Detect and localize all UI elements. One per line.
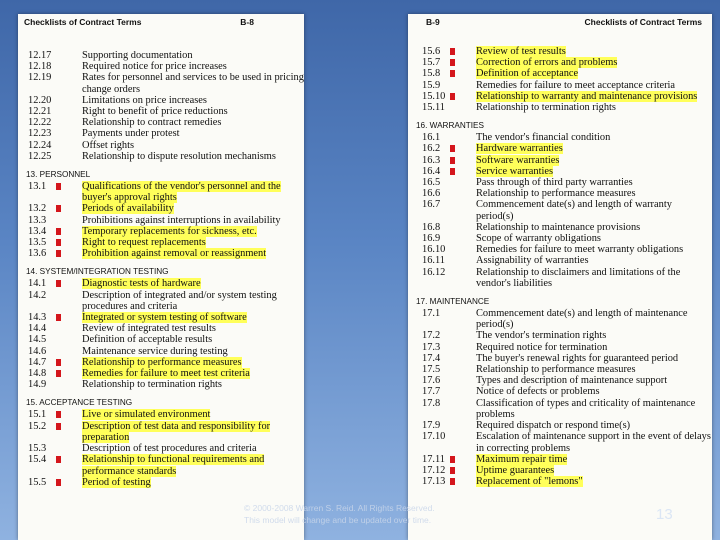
- highlighted-list-item: [408, 454, 712, 465]
- red-marker: [450, 478, 455, 485]
- item-number: 16.7: [422, 199, 441, 211]
- red-marker: [56, 314, 61, 321]
- list-item: [408, 342, 712, 353]
- item-number: 16.2: [422, 143, 441, 155]
- list-item: [18, 72, 304, 94]
- list-item: [408, 102, 712, 113]
- item-number: 15.1: [28, 409, 47, 421]
- list-item: [18, 346, 304, 357]
- item-number: 17.7: [422, 386, 441, 398]
- list-item: [18, 117, 304, 128]
- section-heading: 17. MAINTENANCE: [416, 297, 490, 307]
- highlighted-list-item: [408, 57, 712, 68]
- item-text: Payments under protest: [82, 128, 180, 140]
- list-item: [408, 398, 712, 420]
- item-number: 15.8: [422, 68, 441, 80]
- item-number: 17.10: [422, 431, 446, 443]
- item-text: Integrated or system testing of software: [82, 312, 247, 324]
- item-text: Prohibitions against interruptions in availability: [82, 214, 281, 226]
- item-text: Hardware warranties: [476, 143, 563, 155]
- slide-number: 13: [656, 506, 673, 523]
- item-text: Relationship to maintenance provisions: [476, 221, 641, 233]
- highlighted-list-item: [408, 155, 712, 166]
- item-text: Description of test procedures and criteria: [82, 443, 257, 455]
- section-15-acceptance-testing: [18, 390, 304, 487]
- list-item: [408, 188, 712, 199]
- item-text: Period of testing: [82, 476, 151, 488]
- list-item: [408, 177, 712, 188]
- red-marker: [56, 456, 61, 463]
- update-notice-line: This model will change and be updated over time.: [244, 515, 432, 525]
- list-item: [408, 199, 712, 221]
- item-text: Description of test data and responsibility for preparation: [82, 420, 271, 443]
- item-text: Notice of defects or problems: [476, 386, 600, 398]
- item-text: Assignability of warranties: [476, 255, 589, 267]
- right-document-page: [408, 14, 712, 540]
- item-text: Relationship to functional requirements and performance standards: [82, 454, 265, 477]
- red-marker: [56, 370, 61, 377]
- item-number: 17.12: [422, 464, 446, 476]
- right-header-page-label: B-9: [426, 17, 440, 27]
- right-header-title: Checklists of Contract Terms: [584, 17, 702, 27]
- highlighted-list-item: [408, 143, 712, 154]
- list-item: [408, 431, 712, 453]
- highlighted-list-item: [18, 477, 304, 488]
- item-text: Review of test results: [476, 46, 566, 57]
- item-number: 17.5: [422, 364, 441, 376]
- item-text: Remedies for failure to meet warranty obligations: [476, 244, 684, 256]
- red-marker: [56, 423, 61, 430]
- list-item: [408, 80, 712, 91]
- red-marker: [450, 93, 455, 100]
- red-marker: [56, 228, 61, 235]
- item-number: 17.4: [422, 352, 441, 364]
- list-item: [18, 215, 304, 226]
- highlighted-list-item: [18, 368, 304, 379]
- list-item: [18, 95, 304, 106]
- item-number: 15.3: [28, 443, 47, 455]
- highlighted-list-item: [18, 248, 304, 259]
- list-item: [408, 244, 712, 255]
- highlighted-list-item: [18, 409, 304, 420]
- list-item: [408, 330, 712, 341]
- item-number: 16.3: [422, 154, 441, 166]
- section-17-maintenance: [408, 289, 712, 487]
- item-number: 12.25: [28, 150, 52, 162]
- highlighted-list-item: [408, 465, 712, 476]
- item-text: Maximum repair time: [476, 453, 568, 465]
- red-marker: [56, 411, 61, 418]
- item-text: Required notice for price increases: [82, 61, 227, 73]
- list-item: [18, 61, 304, 72]
- list-item: [18, 290, 304, 312]
- item-text: Pass through of third party warranties: [476, 177, 633, 189]
- item-number: 17.1: [422, 308, 441, 320]
- list-item: [18, 50, 304, 61]
- red-marker: [56, 183, 61, 190]
- highlighted-list-item: [408, 91, 712, 102]
- list-item: [408, 267, 712, 289]
- red-marker: [56, 205, 61, 212]
- item-number: 13.4: [28, 225, 47, 237]
- item-text: Limitations on price increases: [82, 94, 207, 106]
- item-text: Relationship to termination rights: [82, 379, 222, 391]
- item-number: 12.24: [28, 139, 52, 151]
- red-marker: [450, 157, 455, 164]
- section-continued: [18, 50, 304, 162]
- list-item: [18, 443, 304, 454]
- item-number: 16.8: [422, 221, 441, 233]
- item-text: Software warranties: [476, 154, 560, 166]
- item-number: 16.9: [422, 233, 441, 245]
- item-number: 12.18: [28, 61, 52, 73]
- item-number: 16.5: [422, 177, 441, 189]
- item-text: Rates for personnel and services to be used in pricing change orders: [82, 72, 304, 95]
- list-item: [408, 132, 712, 143]
- item-text: Relationship to warranty and maintenance provisions: [476, 90, 698, 102]
- red-marker: [450, 467, 455, 474]
- red-marker: [56, 280, 61, 287]
- list-item: [408, 353, 712, 364]
- item-number: 14.7: [28, 356, 47, 368]
- left-document-page: [18, 14, 304, 540]
- item-text: Required notice for termination: [476, 341, 608, 353]
- highlighted-list-item: [18, 454, 304, 476]
- item-number: 14.9: [28, 379, 47, 391]
- item-number: 14.2: [28, 289, 47, 301]
- item-number: 17.3: [422, 341, 441, 353]
- item-number: 12.17: [28, 50, 52, 61]
- item-text: The buyer's renewal rights for guaranteed period: [476, 352, 679, 364]
- item-number: 15.2: [28, 420, 47, 432]
- section-16-warranties: [408, 113, 712, 289]
- list-item: [408, 255, 712, 266]
- item-number: 17.2: [422, 330, 441, 342]
- item-number: 14.6: [28, 345, 47, 357]
- red-marker: [56, 239, 61, 246]
- item-text: Relationship to contract remedies: [82, 117, 222, 129]
- item-text: Maintenance service during testing: [82, 345, 228, 357]
- item-number: 15.6: [422, 46, 441, 57]
- highlighted-list-item: [18, 203, 304, 214]
- item-text: Definition of acceptance: [476, 68, 579, 80]
- item-text: Temporary replacements for sickness, etc.: [82, 225, 257, 237]
- section-heading: 14. SYSTEM/INTEGRATION TESTING: [26, 267, 169, 277]
- item-number: 15.4: [28, 454, 47, 466]
- item-number: 16.4: [422, 165, 441, 177]
- item-number: 17.11: [422, 453, 445, 465]
- item-number: 15.7: [422, 57, 441, 69]
- item-number: 16.1: [422, 132, 441, 144]
- list-item: [408, 364, 712, 375]
- copyright-line: © 2000-2008 Warren S. Reid. All Rights Reserved.: [244, 503, 435, 513]
- item-number: 14.1: [28, 278, 47, 290]
- highlighted-list-item: [408, 166, 712, 177]
- highlighted-list-item: [18, 237, 304, 248]
- highlighted-list-item: [408, 68, 712, 79]
- highlighted-list-item: [18, 357, 304, 368]
- item-number: 13.6: [28, 248, 47, 260]
- item-text: Commencement date(s) and length of warranty period(s): [476, 199, 672, 222]
- section-14-system-integration-testing: [18, 259, 304, 390]
- item-text: Relationship to termination rights: [476, 102, 616, 114]
- item-text: Uptime guarantees: [476, 464, 555, 476]
- item-text: The vendor's termination rights: [476, 330, 607, 342]
- list-item: [408, 233, 712, 244]
- list-item: [408, 386, 712, 397]
- red-marker: [450, 48, 455, 55]
- list-item: [18, 323, 304, 334]
- item-text: Right to request replacements: [82, 237, 206, 249]
- list-item: [408, 308, 712, 330]
- item-number: 14.8: [28, 368, 47, 380]
- item-text: Remedies for failure to meet test criteria: [82, 368, 250, 380]
- list-item: [18, 140, 304, 151]
- highlighted-list-item: [18, 312, 304, 323]
- item-number: 14.5: [28, 334, 47, 346]
- item-text: Diagnostic tests of hardware: [82, 278, 201, 290]
- right-page-header: [408, 17, 712, 31]
- item-number: 13.2: [28, 203, 47, 215]
- item-text: Service warranties: [476, 165, 554, 177]
- item-text: Definition of acceptable results: [82, 334, 213, 346]
- item-text: Relationship to performance measures: [476, 188, 636, 200]
- item-number: 14.3: [28, 312, 47, 324]
- item-text: Types and description of maintenance support: [476, 375, 668, 387]
- highlighted-list-item: [408, 476, 712, 487]
- item-text: Replacement of "lemons": [476, 476, 583, 488]
- item-text: Relationship to performance measures: [82, 356, 242, 368]
- item-number: 15.11: [422, 102, 445, 114]
- item-number: 12.20: [28, 94, 52, 106]
- item-text: Periods of availability: [82, 203, 174, 215]
- item-text: Supporting documentation: [82, 50, 193, 61]
- item-text: Classification of types and criticality of maintenance problems: [476, 397, 696, 420]
- item-text: Offset rights: [82, 139, 135, 151]
- item-text: Live or simulated environment: [82, 409, 211, 421]
- item-number: 15.9: [422, 79, 441, 91]
- item-text: Right to benefit of price reductions: [82, 106, 228, 118]
- highlighted-list-item: [18, 226, 304, 237]
- list-item: [18, 334, 304, 345]
- item-number: 12.19: [28, 72, 52, 84]
- item-text: The vendor's financial condition: [476, 132, 611, 144]
- item-number: 16.11: [422, 255, 445, 267]
- section-heading: 15. ACCEPTANCE TESTING: [26, 398, 133, 408]
- item-text: Escalation of maintenance support in the event of delays in correcting problems: [476, 431, 711, 454]
- red-marker: [450, 456, 455, 463]
- red-marker: [56, 479, 61, 486]
- list-item: [408, 222, 712, 233]
- item-number: 13.3: [28, 214, 47, 226]
- item-text: Relationship to performance measures: [476, 364, 636, 376]
- item-number: 13.5: [28, 237, 47, 249]
- item-number: 14.4: [28, 323, 47, 335]
- item-text: Relationship to disclaimers and limitations of the vendor's liabilities: [476, 266, 681, 289]
- item-number: 13.1: [28, 181, 47, 193]
- item-number: 17.9: [422, 420, 441, 432]
- item-number: 15.10: [422, 90, 446, 102]
- item-number: 16.6: [422, 188, 441, 200]
- copyright-footer: [244, 502, 464, 526]
- item-text: Remedies for failure to meet acceptance criteria: [476, 79, 676, 91]
- highlighted-list-item: [18, 421, 304, 443]
- section-13-personnel: [18, 162, 304, 259]
- item-text: Required dispatch or respond time(s): [476, 420, 631, 432]
- left-header-title: Checklists of Contract Terms: [24, 17, 142, 27]
- section-heading: 13. PERSONNEL: [26, 170, 91, 180]
- item-number: 17.6: [422, 375, 441, 387]
- list-item: [18, 128, 304, 139]
- item-number: 17.13: [422, 476, 446, 488]
- list-item: [18, 106, 304, 117]
- highlighted-list-item: [18, 181, 304, 203]
- item-text: Scope of warranty obligations: [476, 233, 601, 245]
- item-text: Relationship to dispute resolution mechanisms: [82, 150, 276, 162]
- item-text: Qualifications of the vendor's personnel and the buyer's approval rights: [82, 181, 281, 204]
- red-marker: [450, 145, 455, 152]
- item-text: Prohibition against removal or reassignment: [82, 248, 267, 260]
- list-item: [408, 375, 712, 386]
- item-text: Correction of errors and problems: [476, 57, 618, 69]
- item-number: 12.23: [28, 128, 52, 140]
- item-number: 16.12: [422, 266, 446, 278]
- highlighted-list-item: [18, 278, 304, 289]
- left-page-body: [18, 50, 304, 488]
- list-item: [18, 151, 304, 162]
- section-heading: 16. WARRANTIES: [416, 121, 484, 131]
- left-header-page-label: B-8: [240, 17, 254, 27]
- item-number: 17.8: [422, 397, 441, 409]
- item-number: 16.10: [422, 244, 446, 256]
- item-number: 12.22: [28, 117, 52, 129]
- item-text: Commencement date(s) and length of maintenance period(s): [476, 308, 688, 331]
- red-marker: [450, 70, 455, 77]
- red-marker: [450, 168, 455, 175]
- list-item: [408, 420, 712, 431]
- item-number: 15.5: [28, 476, 47, 488]
- highlighted-list-item: [408, 46, 712, 57]
- section-continued: [408, 46, 712, 113]
- item-text: Description of integrated and/or system testing procedures and criteria: [82, 289, 277, 312]
- red-marker: [450, 59, 455, 66]
- left-page-header: [18, 17, 304, 31]
- right-page-body: [408, 46, 712, 487]
- list-item: [18, 379, 304, 390]
- red-marker: [56, 359, 61, 366]
- item-text: Review of integrated test results: [82, 323, 216, 335]
- red-marker: [56, 250, 61, 257]
- item-number: 12.21: [28, 106, 52, 118]
